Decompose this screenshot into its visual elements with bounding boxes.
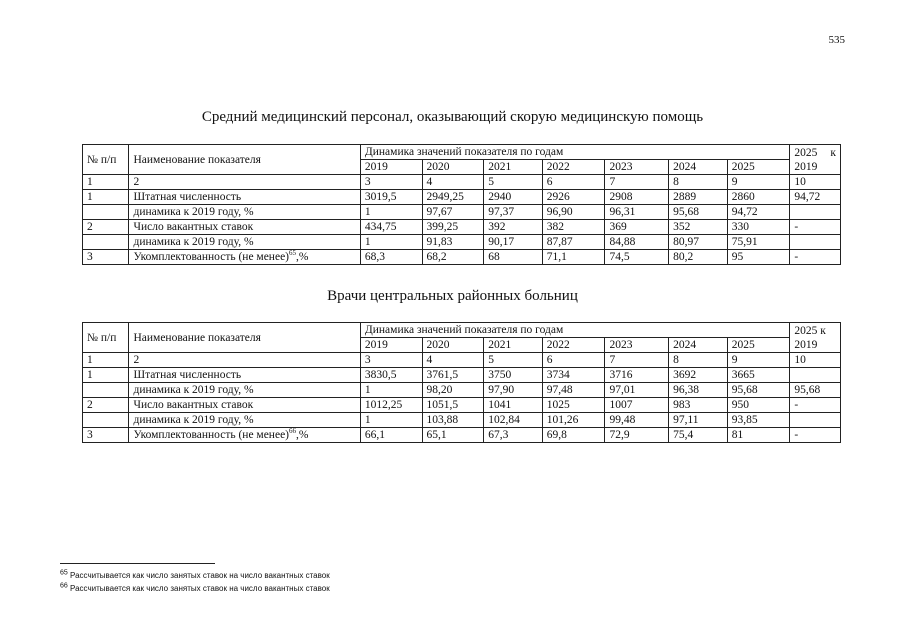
- header-year: 2019: [360, 160, 422, 175]
- header-year: 2024: [669, 338, 728, 353]
- value-cell: 91,83: [422, 235, 484, 250]
- row-num: 1: [83, 190, 129, 205]
- value-cell: 352: [669, 220, 728, 235]
- value-cell: 96,38: [669, 383, 728, 398]
- row-num: 2: [83, 220, 129, 235]
- value-cell: 2889: [669, 190, 728, 205]
- index-cell: 3: [360, 353, 422, 368]
- ratio-cell: -: [790, 250, 841, 265]
- value-cell: 1: [360, 413, 422, 428]
- header-year: 2023: [605, 160, 669, 175]
- row-name: [129, 235, 360, 250]
- index-cell: 2: [129, 175, 360, 190]
- value-cell: 950: [727, 398, 790, 413]
- header-ratio-line1: 2025 к: [794, 146, 836, 159]
- value-cell: 97,11: [669, 413, 728, 428]
- value-cell: 68,2: [422, 250, 484, 265]
- header-year: 2019: [360, 338, 422, 353]
- table-row: [83, 190, 841, 205]
- value-cell: 101,26: [542, 413, 605, 428]
- value-cell: 2908: [605, 190, 669, 205]
- value-cell: 3761,5: [422, 368, 484, 383]
- value-cell: 97,01: [605, 383, 669, 398]
- value-cell: 80,97: [669, 235, 728, 250]
- ratio-cell: -: [790, 220, 841, 235]
- value-cell: 93,85: [727, 413, 790, 428]
- header-year: 2025: [727, 338, 790, 353]
- row-name: [129, 205, 360, 220]
- index-cell: 10: [790, 353, 841, 368]
- table-row: [83, 428, 841, 443]
- index-cell: 4: [422, 175, 484, 190]
- header-row: [83, 323, 841, 338]
- row-name-text: динамика к 2019 году, %: [133, 236, 254, 248]
- value-cell: 84,88: [605, 235, 669, 250]
- value-cell: 3830,5: [360, 368, 422, 383]
- table-row: [83, 398, 841, 413]
- row-name-text: динамика к 2019 году, %: [133, 206, 254, 218]
- table-row: [83, 383, 841, 398]
- table-title-crh-doctors: Врачи центральных районных больниц: [327, 288, 578, 304]
- header-num: № п/п: [83, 145, 129, 175]
- value-cell: 74,5: [605, 250, 669, 265]
- value-cell: 1: [360, 235, 422, 250]
- footnote-ref: 66: [289, 427, 296, 436]
- index-row: [83, 353, 841, 368]
- value-cell: 2860: [727, 190, 790, 205]
- index-cell: 3: [360, 175, 422, 190]
- value-cell: 1025: [542, 398, 605, 413]
- table-crh-doctors: [82, 322, 841, 443]
- row-name-text: Штатная численность: [133, 369, 242, 381]
- table-row: [83, 413, 841, 428]
- header-ratio: [790, 323, 841, 353]
- row-num: 2: [83, 398, 129, 413]
- header-year: 2021: [484, 160, 543, 175]
- value-cell: 330: [727, 220, 790, 235]
- table-row: [83, 368, 841, 383]
- ratio-cell: [790, 205, 841, 220]
- value-cell: 81: [727, 428, 790, 443]
- index-cell: 5: [484, 353, 543, 368]
- index-cell: 6: [542, 353, 605, 368]
- header-dynamics: Динамика значений показателя по годам: [360, 323, 790, 338]
- value-cell: 103,88: [422, 413, 484, 428]
- index-row: [83, 175, 841, 190]
- value-cell: 69,8: [542, 428, 605, 443]
- value-cell: 3665: [727, 368, 790, 383]
- value-cell: 1012,25: [360, 398, 422, 413]
- value-cell: 72,9: [605, 428, 669, 443]
- value-cell: 97,48: [542, 383, 605, 398]
- index-cell: 10: [790, 175, 841, 190]
- row-name-text: Штатная численность: [133, 191, 242, 203]
- header-year: 2020: [422, 338, 484, 353]
- value-cell: 3019,5: [360, 190, 422, 205]
- row-num: 1: [83, 368, 129, 383]
- value-cell: 2949,25: [422, 190, 484, 205]
- header-year: 2024: [669, 160, 728, 175]
- value-cell: 75,4: [669, 428, 728, 443]
- value-cell: 90,17: [484, 235, 543, 250]
- header-year: 2023: [605, 338, 669, 353]
- row-name: [129, 220, 360, 235]
- value-cell: 1041: [484, 398, 543, 413]
- value-cell: 102,84: [484, 413, 543, 428]
- index-cell: 1: [83, 353, 129, 368]
- table-paramedics: [82, 144, 841, 265]
- row-name-text: Число вакантных ставок: [133, 399, 254, 411]
- value-cell: 65,1: [422, 428, 484, 443]
- header-ratio-line2: 2019: [794, 160, 818, 173]
- row-name: [129, 250, 360, 265]
- value-cell: 68: [484, 250, 543, 265]
- header-year: 2020: [422, 160, 484, 175]
- table-title-paramedics: Средний медицинский персонал, оказывающий скорую медицинскую помощь: [201, 109, 704, 125]
- header-year: 2025: [727, 160, 790, 175]
- value-cell: 96,31: [605, 205, 669, 220]
- value-cell: 95: [727, 250, 790, 265]
- value-cell: 1007: [605, 398, 669, 413]
- value-cell: 97,67: [422, 205, 484, 220]
- row-name-text: Число вакантных ставок: [133, 221, 254, 233]
- row-name-text: Укомплектованность (не менее): [133, 429, 289, 441]
- row-num: [83, 383, 129, 398]
- ratio-cell: -: [790, 428, 841, 443]
- row-num: [83, 235, 129, 250]
- header-ratio-line1: 2025 к: [794, 324, 826, 337]
- header-dynamics: Динамика значений показателя по годам: [360, 145, 790, 160]
- index-cell: 8: [669, 175, 728, 190]
- row-num: 3: [83, 428, 129, 443]
- row-name: [129, 413, 360, 428]
- row-num: [83, 205, 129, 220]
- row-name-text: динамика к 2019 году, %: [133, 414, 254, 426]
- footnote-65: $^{65}$ Рассчитывается как число занятых ставок на число вакантных ставок: [60, 569, 330, 580]
- table-row: [83, 205, 841, 220]
- value-cell: 67,3: [484, 428, 543, 443]
- header-ratio-line2: 2019: [794, 338, 818, 351]
- index-cell: 1: [83, 175, 129, 190]
- value-cell: 382: [542, 220, 605, 235]
- index-cell: 9: [727, 175, 790, 190]
- index-cell: 8: [669, 353, 728, 368]
- value-cell: 399,25: [422, 220, 484, 235]
- header-ratio: [790, 145, 841, 175]
- value-cell: 98,20: [422, 383, 484, 398]
- value-cell: 94,72: [727, 205, 790, 220]
- value-cell: 1: [360, 383, 422, 398]
- ratio-cell: -: [790, 398, 841, 413]
- row-name-text: динамика к 2019 году, %: [133, 384, 254, 396]
- value-cell: 97,90: [484, 383, 543, 398]
- index-cell: 9: [727, 353, 790, 368]
- ratio-cell: [790, 413, 841, 428]
- value-cell: 434,75: [360, 220, 422, 235]
- value-cell: 97,37: [484, 205, 543, 220]
- row-name: [129, 428, 360, 443]
- header-name: Наименование показателя: [129, 323, 360, 353]
- value-cell: 99,48: [605, 413, 669, 428]
- value-cell: 66,1: [360, 428, 422, 443]
- row-num: 3: [83, 250, 129, 265]
- index-cell: 7: [605, 175, 669, 190]
- header-year: 2022: [542, 338, 605, 353]
- ratio-cell: 95,68: [790, 383, 841, 398]
- value-cell: 96,90: [542, 205, 605, 220]
- value-cell: 80,2: [669, 250, 728, 265]
- index-cell: 7: [605, 353, 669, 368]
- header-num: № п/п: [83, 323, 129, 353]
- header-row: [83, 145, 841, 160]
- row-name: [129, 383, 360, 398]
- value-cell: 2940: [484, 190, 543, 205]
- index-cell: 2: [129, 353, 360, 368]
- ratio-cell: [790, 368, 841, 383]
- row-name: [129, 398, 360, 413]
- row-name-suffix: ,%: [296, 251, 309, 263]
- index-cell: 6: [542, 175, 605, 190]
- footnote-divider: [60, 563, 215, 564]
- header-year: 2021: [484, 338, 543, 353]
- row-name: [129, 368, 360, 383]
- value-cell: 3734: [542, 368, 605, 383]
- index-cell: 5: [484, 175, 543, 190]
- value-cell: 95,68: [669, 205, 728, 220]
- index-cell: 4: [422, 353, 484, 368]
- ratio-cell: 94,72: [790, 190, 841, 205]
- value-cell: 983: [669, 398, 728, 413]
- ratio-cell: [790, 235, 841, 250]
- value-cell: 3692: [669, 368, 728, 383]
- value-cell: 1: [360, 205, 422, 220]
- table-row: [83, 235, 841, 250]
- value-cell: 71,1: [542, 250, 605, 265]
- header-year: 2022: [542, 160, 605, 175]
- value-cell: 75,91: [727, 235, 790, 250]
- row-num: [83, 413, 129, 428]
- row-name-suffix: ,%: [296, 429, 309, 441]
- value-cell: 3716: [605, 368, 669, 383]
- value-cell: 87,87: [542, 235, 605, 250]
- value-cell: 95,68: [727, 383, 790, 398]
- value-cell: 392: [484, 220, 543, 235]
- value-cell: 68,3: [360, 250, 422, 265]
- page-number: 535: [828, 34, 845, 46]
- header-name: Наименование показателя: [129, 145, 360, 175]
- row-name-text: Укомплектованность (не менее): [133, 251, 289, 263]
- value-cell: 1051,5: [422, 398, 484, 413]
- footnote-66: $^{66}$ Рассчитывается как число занятых ставок на число вакантных ставок: [60, 582, 330, 593]
- table-row: [83, 220, 841, 235]
- value-cell: 369: [605, 220, 669, 235]
- value-cell: 3750: [484, 368, 543, 383]
- table-row: [83, 250, 841, 265]
- footnote-ref: 65: [289, 249, 296, 258]
- value-cell: 2926: [542, 190, 605, 205]
- row-name: [129, 190, 360, 205]
